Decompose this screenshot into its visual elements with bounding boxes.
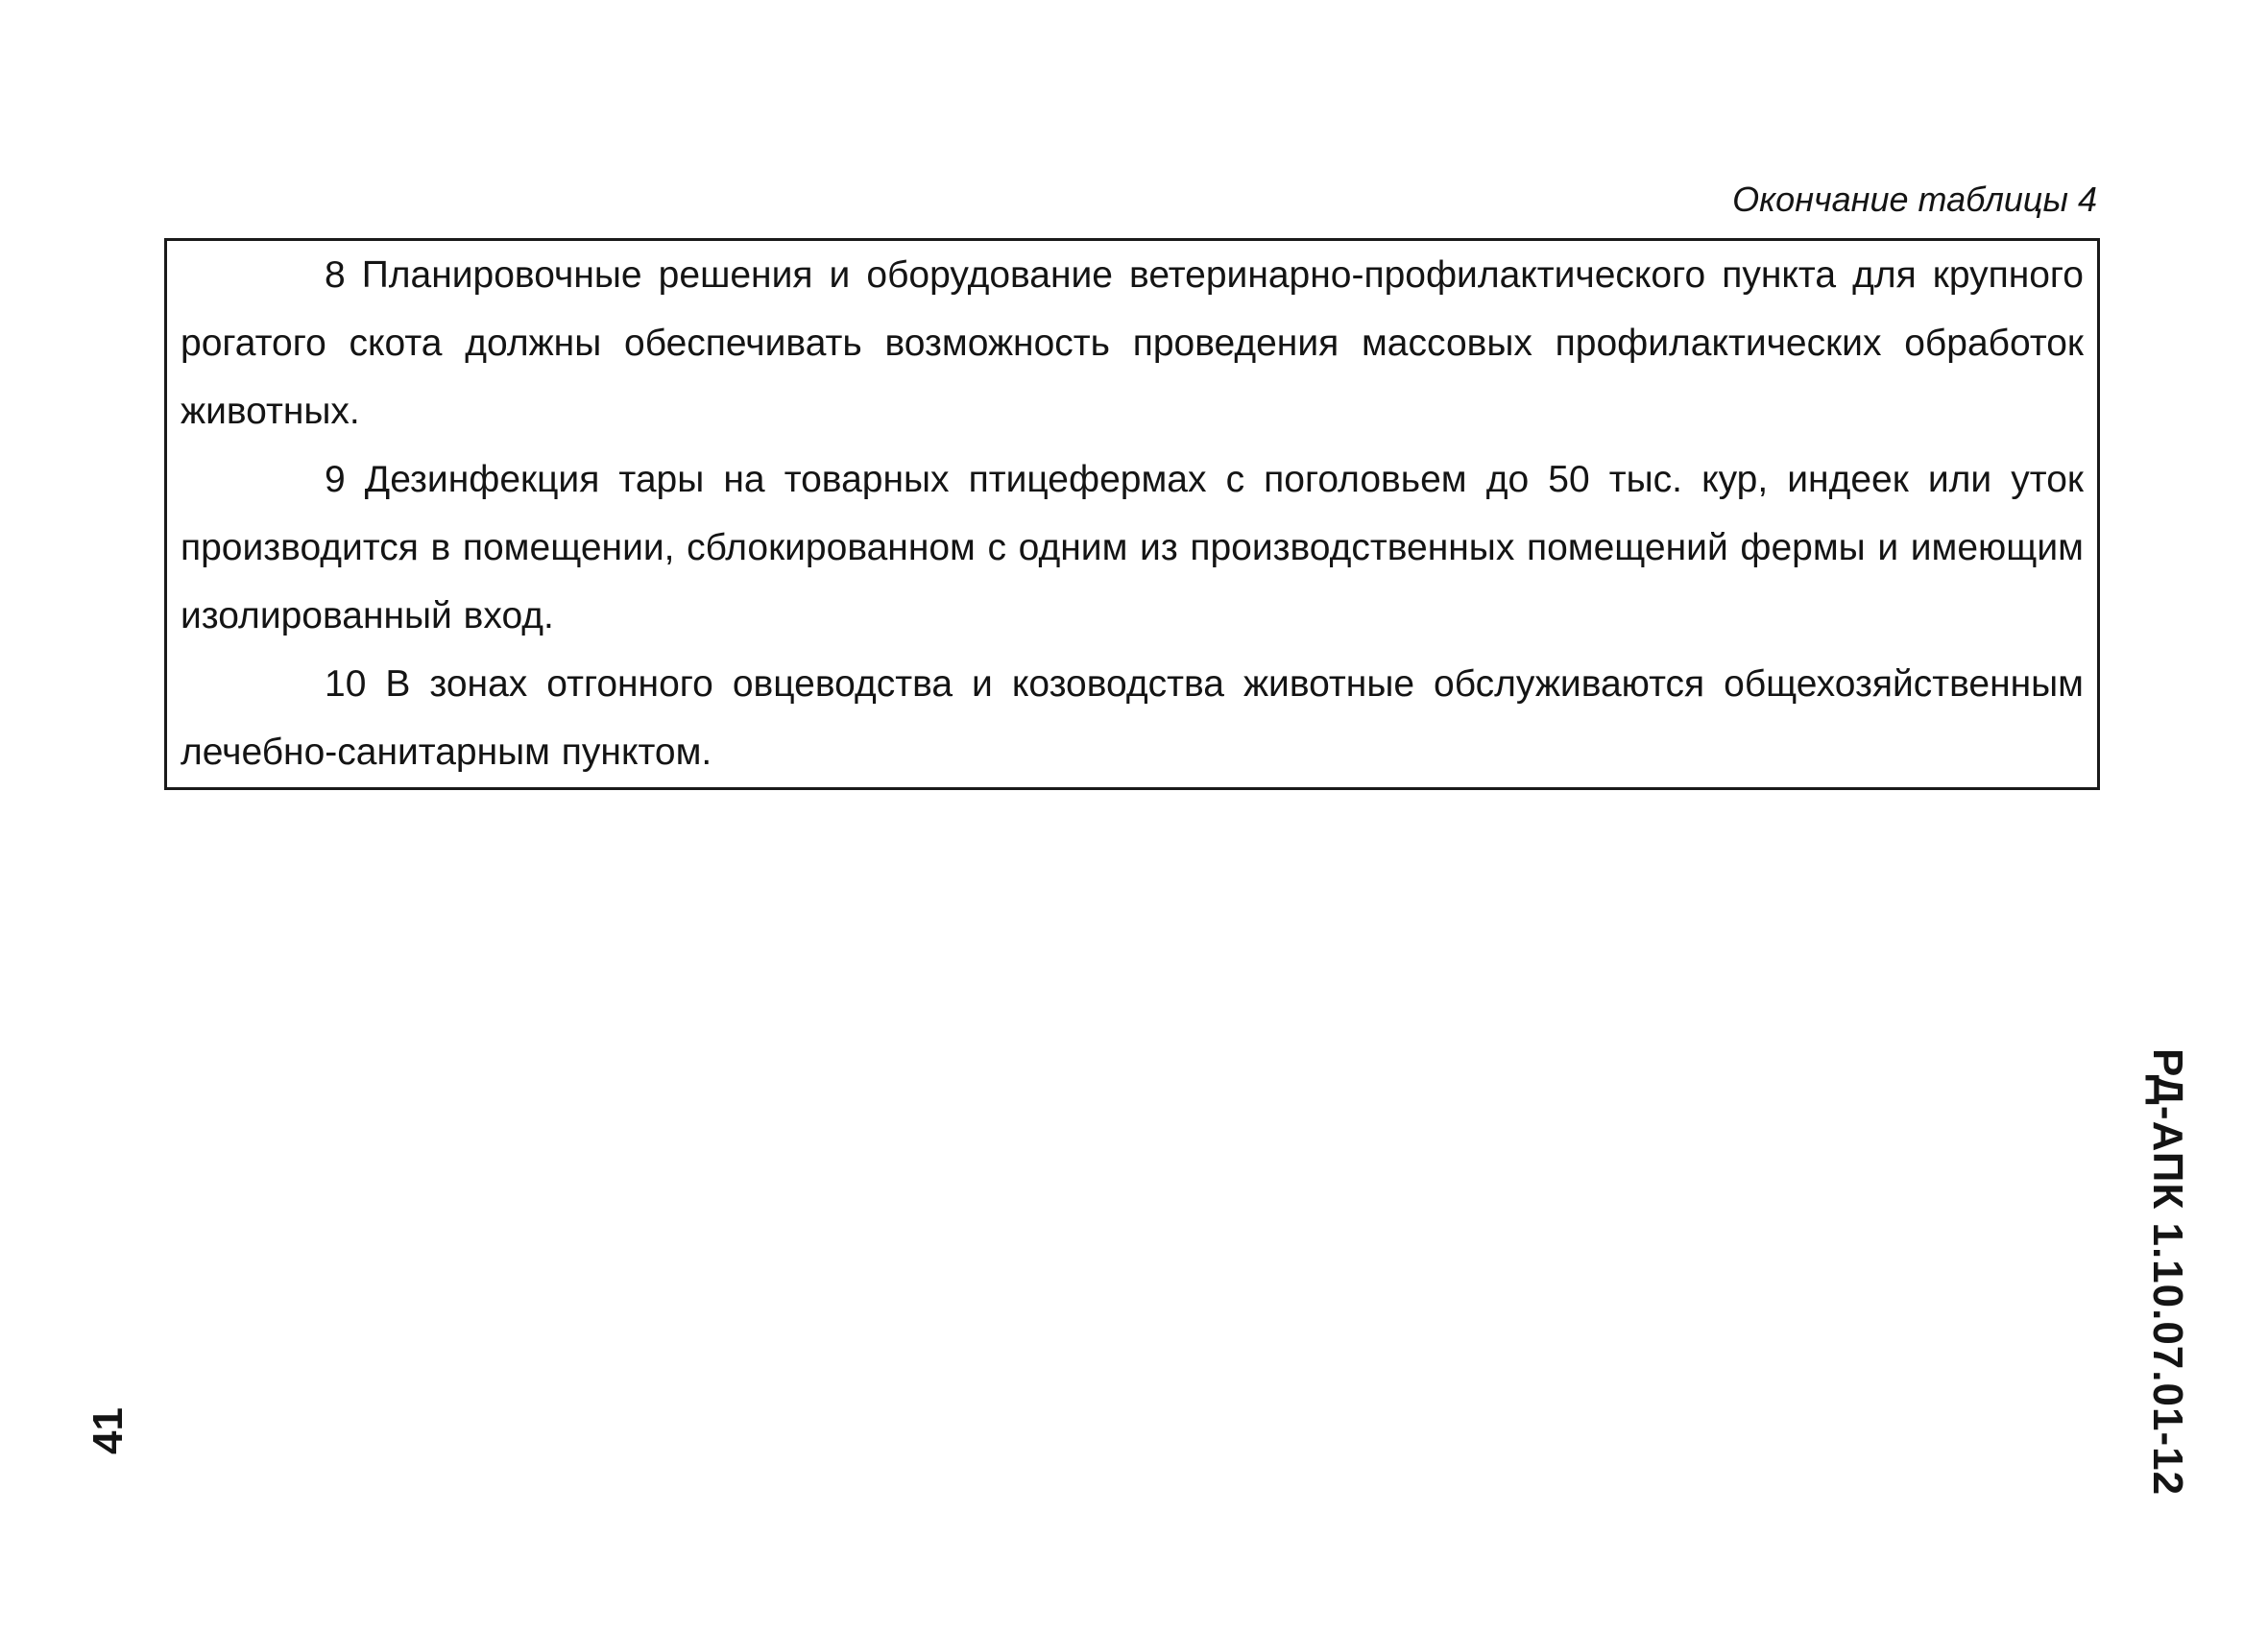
table-cell [164, 238, 2100, 790]
table-caption: Окончание таблицы 4 [1732, 180, 2097, 219]
page-number: 41 [84, 1407, 132, 1454]
document-code: РД-АПК 1.10.07.01-12 [2144, 1048, 2191, 1497]
paragraph-10: 10 В зонах отгонного овцеводства и козоводства животные обслуживаются общехозяйственным лечебно-санитарным пунктом. [181, 663, 2084, 773]
paragraph-8: 8 Планировочные решения и оборудование ветеринарно-профилактического пункта для крупного рогатого скота должны обеспечивать возможность проведения массовых профилактических обработок животных. [181, 254, 2084, 432]
paragraph-9: 9 Дезинфекция тары на товарных птицефермах с поголовьем до 50 тыс. кур, индеек или уток производится в помещении, сблокированном с одним из производственных помещений фермы и имеющим изолированный вход. [181, 459, 2084, 636]
